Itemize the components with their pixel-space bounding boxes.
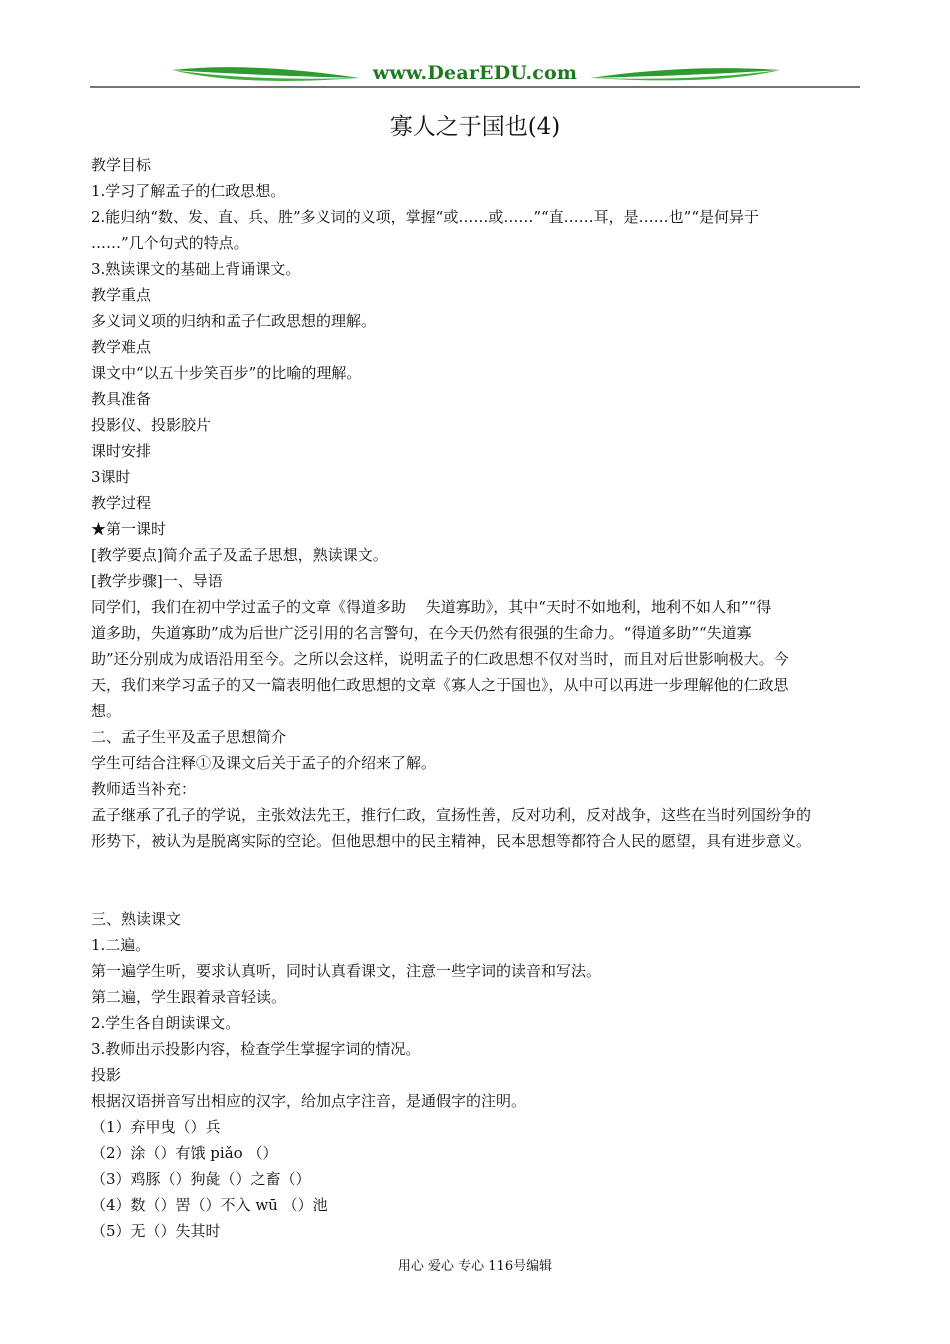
text-line: 想。 (91, 702, 122, 720)
page-footer: 用心 爱心 专心 116号编辑 (397, 1259, 553, 1274)
text-line: 投影 (91, 1066, 122, 1084)
text-line: 孟子继承了孔子的学说，主张效法先王，推行仁政，宣扬性善，反对功利，反对战争，这些在当时列国纷争的 (91, 806, 812, 824)
text-line: 教学目标 (91, 156, 152, 174)
text-line: 道多助，失道寡助”成为后世广泛引用的名言警句，在今天仍然有很强的生命力。“得道多助”“失道寡 (91, 624, 752, 642)
text-line: 助”还分别成为成语沿用至今。之所以会这样，说明孟子的仁政思想不仅对当时，而且对后世影响极大。今 (91, 650, 789, 668)
text-line: 教师适当补充： (91, 780, 197, 798)
text-line: 二、孟子生平及孟子思想简介 (91, 728, 287, 746)
text-line: 课时安排 (91, 442, 152, 460)
text-line: 3.熟读课文的基础上背诵课文。 (91, 260, 301, 278)
text-line: 第一遍学生听，要求认真听，同时认真看课文，注意一些字词的读音和写法。 (91, 962, 602, 980)
text-line: 根据汉语拼音写出相应的汉字，给加点字注音，是通假字的注明。 (91, 1092, 527, 1110)
text-line: （3）鸡豚（）狗彘（）之畜（） (91, 1170, 311, 1188)
text-line: 1.二遍。 (91, 936, 151, 954)
text-line: 教学重点 (91, 286, 152, 304)
body-section-2 (91, 906, 863, 1244)
text-line: 教学过程 (91, 494, 152, 512)
text-line: 多义词义项的归纳和孟子仁政思想的理解。 (91, 312, 377, 330)
text-line: 课文中“以五十步笑百步”的比喻的理解。 (91, 364, 362, 382)
text-line: [教学要点]简介孟子及孟子思想，熟读课文。 (91, 546, 388, 564)
text-line: 3课时 (91, 468, 131, 486)
paragraph-gap (91, 854, 863, 906)
text-line: 2.能归纳“数、发、直、兵、胜”多义词的义项，掌握“或……或……”“直……耳，是……也”“是何异于 (91, 208, 759, 226)
text-line: 学生可结合注释①及课文后关于孟子的介绍来了解。 (91, 754, 437, 772)
text-line: 1.学习了解孟子的仁政思想。 (91, 182, 286, 200)
text-line: （4）数（）罟（）不入 wū （）池 (91, 1196, 328, 1214)
text-line: 形势下，被认为是脱离实际的空论。但他思想中的民主精神，民本思想等都符合人民的愿望，具有进步意义。 (91, 832, 812, 850)
document-body (91, 152, 863, 1244)
text-line: 三、熟读课文 (91, 910, 182, 928)
text-line: 3.教师出示投影内容，检查学生掌握字词的情况。 (91, 1040, 421, 1058)
text-line: 同学们，我们在初中学过孟子的文章《得道多助 失道寡助》，其中“天时不如地利，地利不如人和”“得 (91, 598, 772, 616)
text-line: 投影仪、投影胶片 (91, 416, 212, 434)
text-line: 教学难点 (91, 338, 152, 356)
text-line: （1）弃甲曳（）兵 (91, 1118, 221, 1136)
text-line: 第二遍，学生跟着录音轻读。 (91, 988, 287, 1006)
text-line: ……”几个句式的特点。 (91, 234, 249, 252)
text-line: 天，我们来学习孟子的又一篇表明他仁政思想的文章《寡人之于国也》，从中可以再进一步理解他的仁政思 (91, 676, 789, 694)
text-line: 教具准备 (91, 390, 152, 408)
text-line: ★第一课时 (91, 520, 167, 538)
text-line: 2.学生各自朗读课文。 (91, 1014, 241, 1032)
site-logo[interactable]: www.DearEDU.com (372, 62, 578, 84)
page-title: 寡人之于国也(4) (389, 114, 561, 140)
site-header (90, 58, 860, 90)
text-line: （2）涂（）有饿 piǎo （） (91, 1144, 278, 1162)
body-section-1 (91, 152, 863, 854)
text-line: [教学步骤]一、导语 (91, 572, 223, 590)
text-line: （5）无（）失其时 (91, 1222, 221, 1240)
